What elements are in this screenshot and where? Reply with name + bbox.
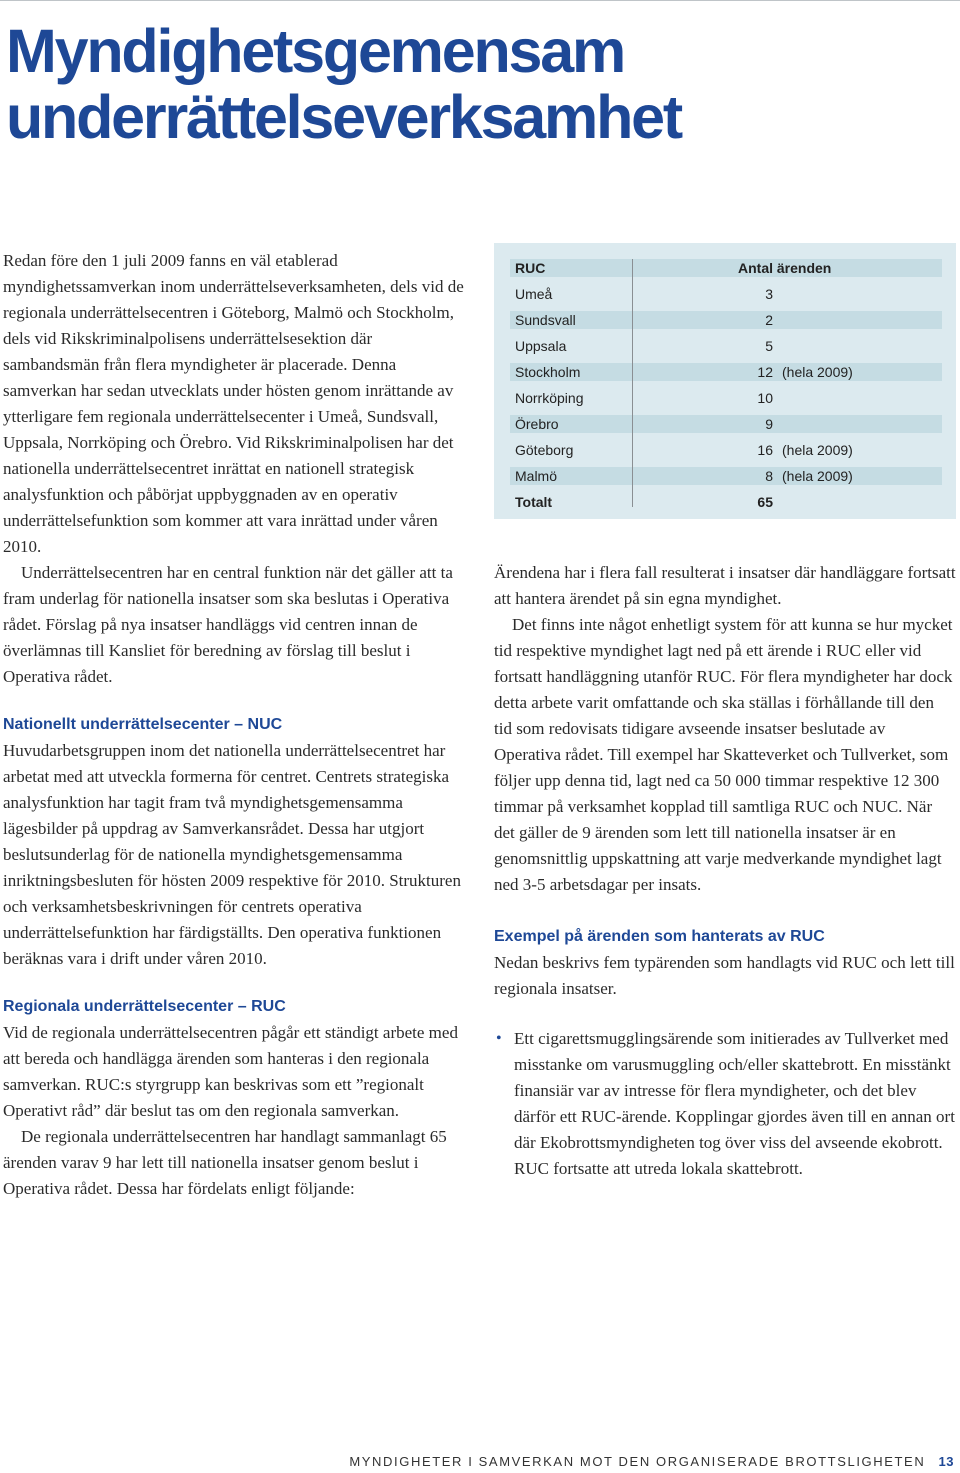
table-cell-count: 9 — [765, 416, 773, 432]
footer-text: MYNDIGHETER I SAMVERKAN MOT DEN ORGANISERADE BROTTSLIGHETEN — [349, 1454, 926, 1469]
table-cell-name: Umeå — [515, 286, 553, 302]
list-item-text: Ett cigarettsmugglingsärende som initierades av Tullverket med misstanke om varusmuggling och/eller skattebrott. En misstänkt finansiär var av intresse för flera myndigheter, och det blev därför ett RUC-ärende. Kopplingar gjordes även till en annan ort där Ekobrottsmyndigheten tog över viss del avseende ekobrott. RUC fortsatte att utreda lokala skattebrott. — [514, 1029, 955, 1178]
paragraph: Nedan beskrivs fem typärenden som handlagts vid RUC och lett till regionala insatser. — [494, 953, 955, 998]
table-row — [510, 285, 942, 303]
page-footer — [349, 1454, 954, 1469]
section-heading-nuc: Nationellt underrättelsecenter – NUC — [3, 716, 283, 733]
table-row — [510, 337, 942, 355]
table-cell-note: (hela 2009) — [782, 442, 853, 458]
table-cell-count: 8 — [765, 468, 773, 484]
table-cell-name: Stockholm — [515, 364, 581, 380]
table-cell-count: 3 — [765, 286, 773, 302]
table-row — [510, 415, 942, 433]
table-header-row — [510, 259, 942, 277]
table-row — [510, 363, 942, 381]
paragraph: Vid de regionala underrättelsecentren pågår ett ständigt arbete med att bereda och handlägga ärenden som hanteras i den regionala samverkan. RUC:s styrgrupp kan beskrivas som ett ”regionalt Operativt råd” där beslut tas om den regionala samverkan. — [3, 1023, 458, 1120]
table-column-divider — [632, 259, 633, 507]
table-row — [510, 441, 942, 459]
example-list — [494, 1026, 956, 1182]
page-number: 13 — [938, 1454, 954, 1469]
table-cell-count: 16 — [757, 442, 773, 458]
table-cell-name: Örebro — [515, 416, 559, 432]
table-cell-count: 5 — [765, 338, 773, 354]
top-rule — [0, 0, 960, 1]
left-column — [3, 248, 468, 1202]
table-cell-note: (hela 2009) — [782, 364, 853, 380]
table-header-count: Antal ärenden — [738, 260, 832, 276]
paragraph: Huvudarbetsgruppen inom det nationella underrättelsecentret har arbetat med att utveckla formerna för centret. Centrets strategiska analysfunktion har tagit fram två myndighetsgemensamma lägesbilder på uppdrag av Samverkansrådet. Dessa har utgjort beslutsunderlag för de nationella myndighetsgemensamma inriktningsbesluten för hösten 2009 respektive för 2010. Strukturen och verksamhetsbeskrivningen för centrets operativa underrättelsefunktion har färdigställts. Den operativa funktionen beräknas vara i drift under våren 2010. — [3, 741, 461, 968]
table-cell-name: Malmö — [515, 468, 558, 484]
right-column — [494, 560, 956, 1182]
table-row — [510, 389, 942, 407]
table-header-ruc: RUC — [515, 260, 546, 276]
section-heading-examples: Exempel på ärenden som hanterats av RUC — [494, 928, 825, 945]
table-total-count: 65 — [757, 494, 773, 510]
table-cell-name: Göteborg — [515, 442, 574, 458]
table-total-label: Totalt — [515, 494, 553, 510]
table-total-row — [510, 493, 942, 511]
ruc-table — [494, 243, 956, 519]
table-cell-count: 2 — [765, 312, 773, 328]
table-cell-name: Sundsvall — [515, 312, 576, 328]
table-cell-count: 10 — [757, 390, 773, 406]
paragraph: Redan före den 1 juli 2009 fanns en väl etablerad myndighetssamverkan inom underrättelseverksamheten, dels vid de regionala underrättelsecentren i Göteborg, Malmö och Stockholm, dels vid Rikskriminalpolisens underrättelsesektion där sambandsmän från flera myndigheter är placerade. Denna samverkan har sedan utvecklats under hösten genom inrättande av ytterligare fem regionala underrättelsecenter i Umeå, Sundsvall, Uppsala, Norrköping och Örebro. Vid Rikskriminalpolisen har det nationella underrättelsecentret inrättat en nationell strategisk analysfunktion och påbörjat uppbyggnaden av en operativ underrättelsefunktion som kommer att vara inrättad under våren 2010. — [3, 251, 464, 556]
table-row — [510, 311, 942, 329]
paragraph: Underrättelsecentren har en central funktion när det gäller att ta fram underlag för nationella insatser som ska beslutas i Operativa rådet. Förslag på nya insatser handläggs vid centren innan de överlämnas till Kansliet för beredning av förslag till beslut i Operativa rådet. — [3, 563, 453, 686]
bullet-icon: • — [496, 1030, 502, 1047]
paragraph: Det finns inte något enhetligt system för att kunna se hur mycket tid respektive myndighet lagt ned på ett ärende i RUC eller vid fortsatt handläggning utanför RUC. För flera myndigheter har dock detta arbete varit omfattande och ska ställas i förhållande till den tid som redovisats tidigare avseende insatser beslutade av Operativa rådet. Till exempel har Skatteverket och Tullverket, som följer upp denna tid, lagt ned ca 50 000 timmar respektive 12 300 timmar på verksamhet kopplad till samtliga RUC och NUC. När det gäller de 9 ärenden som lett till nationella insatser är en genomsnittlig uppskattning att varje medverkande myndighet lagt ned 3-5 arbetsdagar per insats. — [494, 615, 953, 894]
page-title: Myndighetsgemensam underrättelseverksamhet — [6, 17, 681, 151]
table-cell-name: Norrköping — [515, 390, 584, 406]
paragraph: De regionala underrättelsecentren har handlagt sammanlagt 65 ärenden varav 9 har lett till nationella insatser genom beslut i Operativa rådet. Dessa har fördelats enligt följande: — [3, 1127, 447, 1198]
paragraph: Ärendena har i flera fall resulterat i insatser där handläggare fortsatt att hantera ärendet på sin egna myndighet. — [494, 563, 956, 608]
table-cell-count: 12 — [757, 364, 773, 380]
table-cell-name: Uppsala — [515, 338, 567, 354]
table-cell-note: (hela 2009) — [782, 468, 853, 484]
table-row — [510, 467, 942, 485]
section-heading-ruc: Regionala underrättelsecenter – RUC — [3, 998, 286, 1015]
list-item — [496, 1026, 956, 1182]
